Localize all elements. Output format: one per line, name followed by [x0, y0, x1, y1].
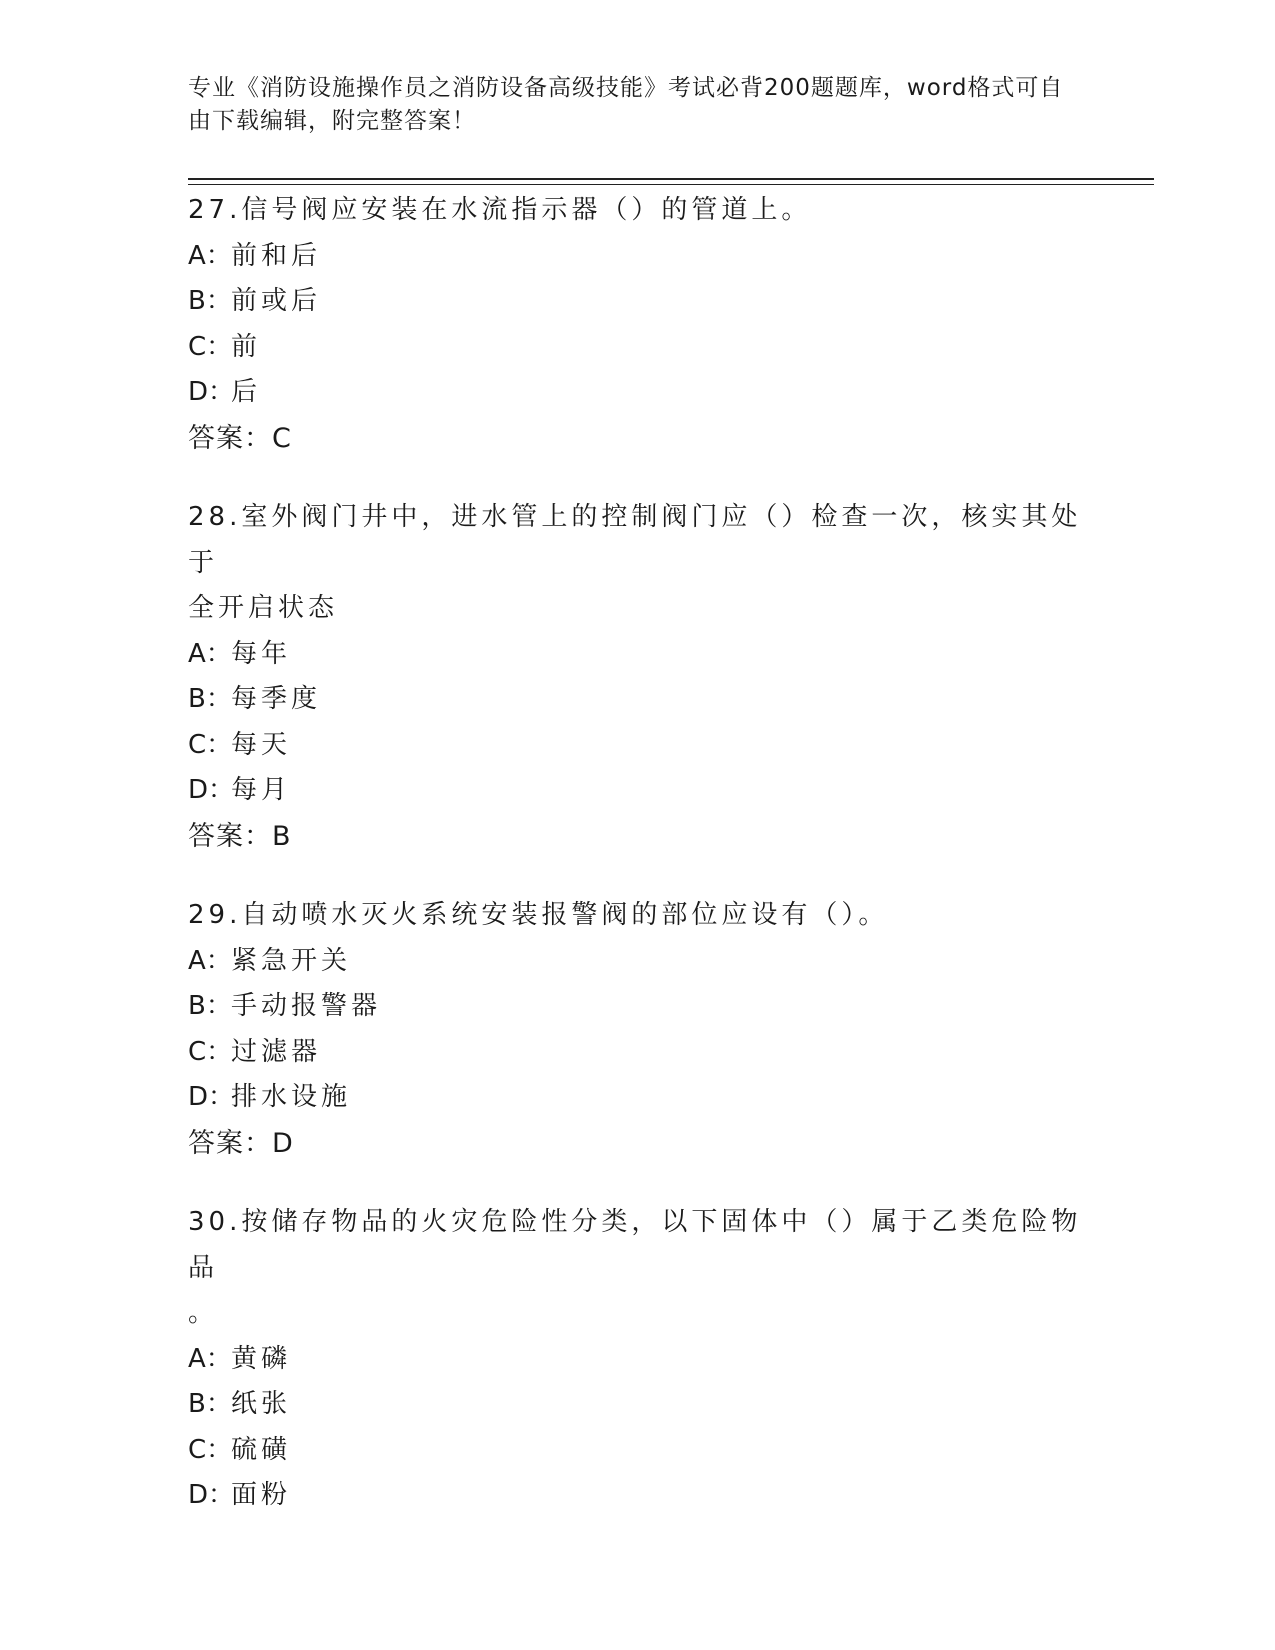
answer-line: 答案：D	[188, 1127, 294, 1159]
question-29	[188, 893, 1088, 1166]
question-stem-continued: 。	[188, 1298, 219, 1328]
option-key: B：	[188, 1389, 232, 1419]
option-key: D：	[188, 1480, 235, 1510]
question-stem: 27.信号阀应安装在水流指示器（）的管道上。	[188, 195, 812, 225]
question-stem-continued: 全开启状态	[188, 593, 339, 623]
header-divider-thick	[188, 178, 1154, 180]
option-text: 每季度	[231, 684, 322, 714]
option-a	[188, 1337, 1088, 1383]
option-text: 手动报警器	[231, 991, 382, 1021]
option-a	[188, 632, 1088, 678]
option-text: 紧急开关	[231, 945, 352, 976]
answer-line: 答案：B	[188, 820, 292, 852]
option-a	[188, 939, 1088, 985]
option-key: B：	[188, 286, 232, 316]
option-text: 前和后	[231, 240, 322, 271]
option-key: A：	[188, 240, 232, 271]
option-key: D：	[188, 377, 235, 407]
option-b	[188, 279, 1088, 325]
option-b	[188, 984, 1088, 1030]
option-text: 每月	[231, 775, 292, 805]
option-d	[188, 1075, 1088, 1121]
option-key: B：	[188, 684, 232, 714]
question-stem: 30.按储存物品的火灾危险性分类，以下固体中（）属于乙类危险物品	[188, 1207, 1082, 1283]
option-key: A：	[188, 638, 232, 669]
option-text: 黄磷	[231, 1343, 292, 1374]
option-d	[188, 1473, 1088, 1519]
header-text: 专业《消防设施操作员之消防设备高级技能》考试必背200题题库，word格式可自由下载编辑，附完整答案！	[188, 75, 1064, 134]
question-27	[188, 188, 1088, 461]
question-stem: 29.自动喷水灭火系统安装报警阀的部位应设有（）。	[188, 900, 889, 930]
option-text: 后	[231, 377, 262, 407]
option-text: 面粉	[231, 1480, 292, 1510]
answer-line: 答案：C	[188, 422, 292, 454]
option-text: 排水设施	[231, 1082, 352, 1112]
option-text: 纸张	[231, 1389, 292, 1419]
option-key: C：	[188, 729, 233, 760]
document-header	[188, 72, 1068, 138]
option-key: D：	[188, 775, 235, 805]
question-list	[188, 188, 1088, 1553]
question-28	[188, 495, 1088, 859]
option-key: C：	[188, 331, 233, 362]
option-a	[188, 234, 1088, 280]
header-divider-thin	[188, 184, 1154, 185]
option-b	[188, 1382, 1088, 1428]
option-text: 前或后	[231, 286, 322, 316]
option-text: 过滤器	[231, 1036, 322, 1067]
option-key: C：	[188, 1036, 233, 1067]
option-text: 硫磺	[231, 1434, 292, 1465]
option-key: B：	[188, 991, 232, 1021]
question-30	[188, 1200, 1088, 1519]
option-key: A：	[188, 945, 232, 976]
option-b	[188, 677, 1088, 723]
option-key: D：	[188, 1082, 235, 1112]
option-c	[188, 325, 1088, 371]
option-text: 前	[231, 331, 262, 362]
option-c	[188, 723, 1088, 769]
option-d	[188, 370, 1088, 416]
option-key: C：	[188, 1434, 233, 1465]
option-d	[188, 768, 1088, 814]
option-text: 每年	[231, 638, 292, 669]
option-c	[188, 1030, 1088, 1076]
option-c	[188, 1428, 1088, 1474]
option-text: 每天	[231, 729, 292, 760]
question-stem: 28.室外阀门井中，进水管上的控制阀门应（）检查一次，核实其处于	[188, 502, 1082, 578]
option-key: A：	[188, 1343, 232, 1374]
